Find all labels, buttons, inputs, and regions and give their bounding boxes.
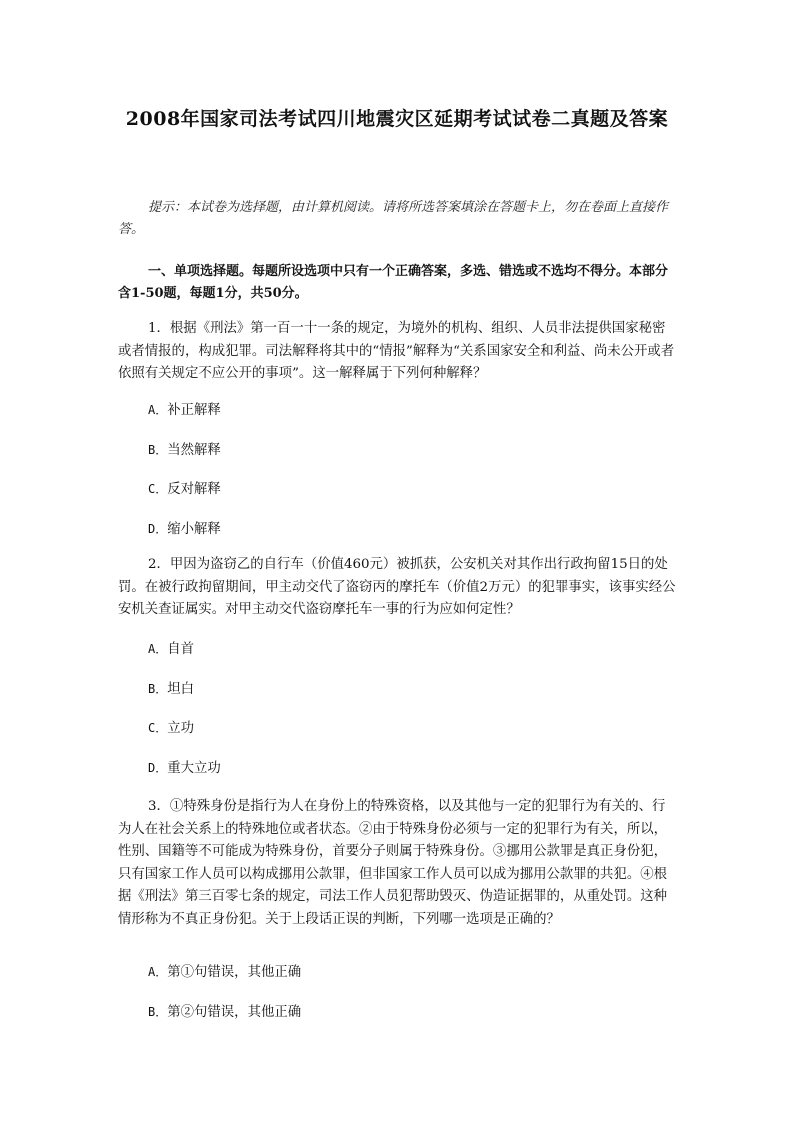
section-header: 一、单项选择题。每题所设选项中只有一个正确答案，多选、错选或不选均不得分。本部分含1-50题，每题1分，共50分。 [118, 264, 669, 301]
option-text: 当然解释 [167, 443, 221, 458]
question-2-option-c [148, 718, 194, 739]
exam-note: 提示：本试卷为选择题，由计算机阅读。请将所选答案填涂在答题卡上，勿在卷面上直接作答。 [118, 200, 669, 237]
option-letter: C． [148, 482, 168, 496]
option-letter: A． [148, 642, 168, 656]
question-1-text: 1．根据《刑法》第一百一十一条的规定，为境外的机构、组织、人员非法提供国家秘密或者情报的，构成犯罪。司法解释将其中的“情报”解释为“关系国家安全和利益、尚未公开或者依照有关规定不应公开的事项”。这一解释属于下列何种解释？ [118, 321, 675, 381]
option-text: 反对解释 [167, 482, 221, 497]
option-text: 重大立功 [167, 761, 221, 776]
option-letter: D． [148, 522, 168, 536]
option-text: 坦白 [167, 682, 195, 697]
option-text: 第②句错误，其他正确 [167, 1005, 302, 1020]
option-text: 缩小解释 [167, 522, 221, 537]
question-3-text: 3．①特殊身份是指行为人在身份上的特殊资格，以及其他与一定的犯罪行为有关的、行为人在社会关系上的特殊地位或者状态。②由于特殊身份必须与一定的犯罪行为有关，所以，性别、国籍等不可能成为特殊身份，首要分子则属于特殊身份。③挪用公款罪是真正身份犯，只有国家工作人员可以构成挪用公款罪，但非国家工作人员可以成为挪用公款罪的共犯。④根据《刑法》第三百零七条的规定，司法工作人员犯帮助毁灭、伪造证据罪的，从重处罚。这种情形称为不真正身份犯。关于上段话正误的判断，下列哪一选项是正确的？ [118, 799, 668, 927]
question-2-option-d [148, 758, 221, 779]
option-text: 补正解释 [167, 403, 221, 418]
question-2-option-b [148, 679, 194, 700]
question-1-option-c [148, 479, 221, 500]
option-letter: B． [148, 682, 168, 696]
option-text: 自首 [167, 642, 195, 657]
question-3-option-a [148, 962, 301, 983]
document-title: 2008年国家司法考试四川地震灾区延期考试试卷二真题及答案 [125, 108, 669, 130]
option-letter: B． [148, 443, 168, 457]
option-text: 立功 [167, 721, 195, 736]
option-text: 第①句错误，其他正确 [167, 965, 302, 980]
option-letter: A． [148, 965, 168, 979]
option-letter: B． [148, 1005, 168, 1019]
question-1-option-a [148, 400, 221, 421]
question-1-option-b [148, 440, 221, 461]
question-3-option-b [148, 1002, 301, 1023]
question-1-option-d [148, 519, 221, 540]
option-letter: C． [148, 721, 168, 735]
question-2-text: 2．甲因为盗窃乙的自行车（价值460元）被抓获，公安机关对其作出行政拘留15日的处罚。在被行政拘留期间，甲主动交代了盗窃丙的摩托车（价值2万元）的犯罪事实，该事实经公安机关查证属实。对甲主动交代盗窃摩托车一事的行为应如何定性？ [118, 557, 676, 617]
option-letter: A． [148, 403, 168, 417]
question-2-option-a [148, 639, 194, 660]
option-letter: D． [148, 761, 168, 775]
